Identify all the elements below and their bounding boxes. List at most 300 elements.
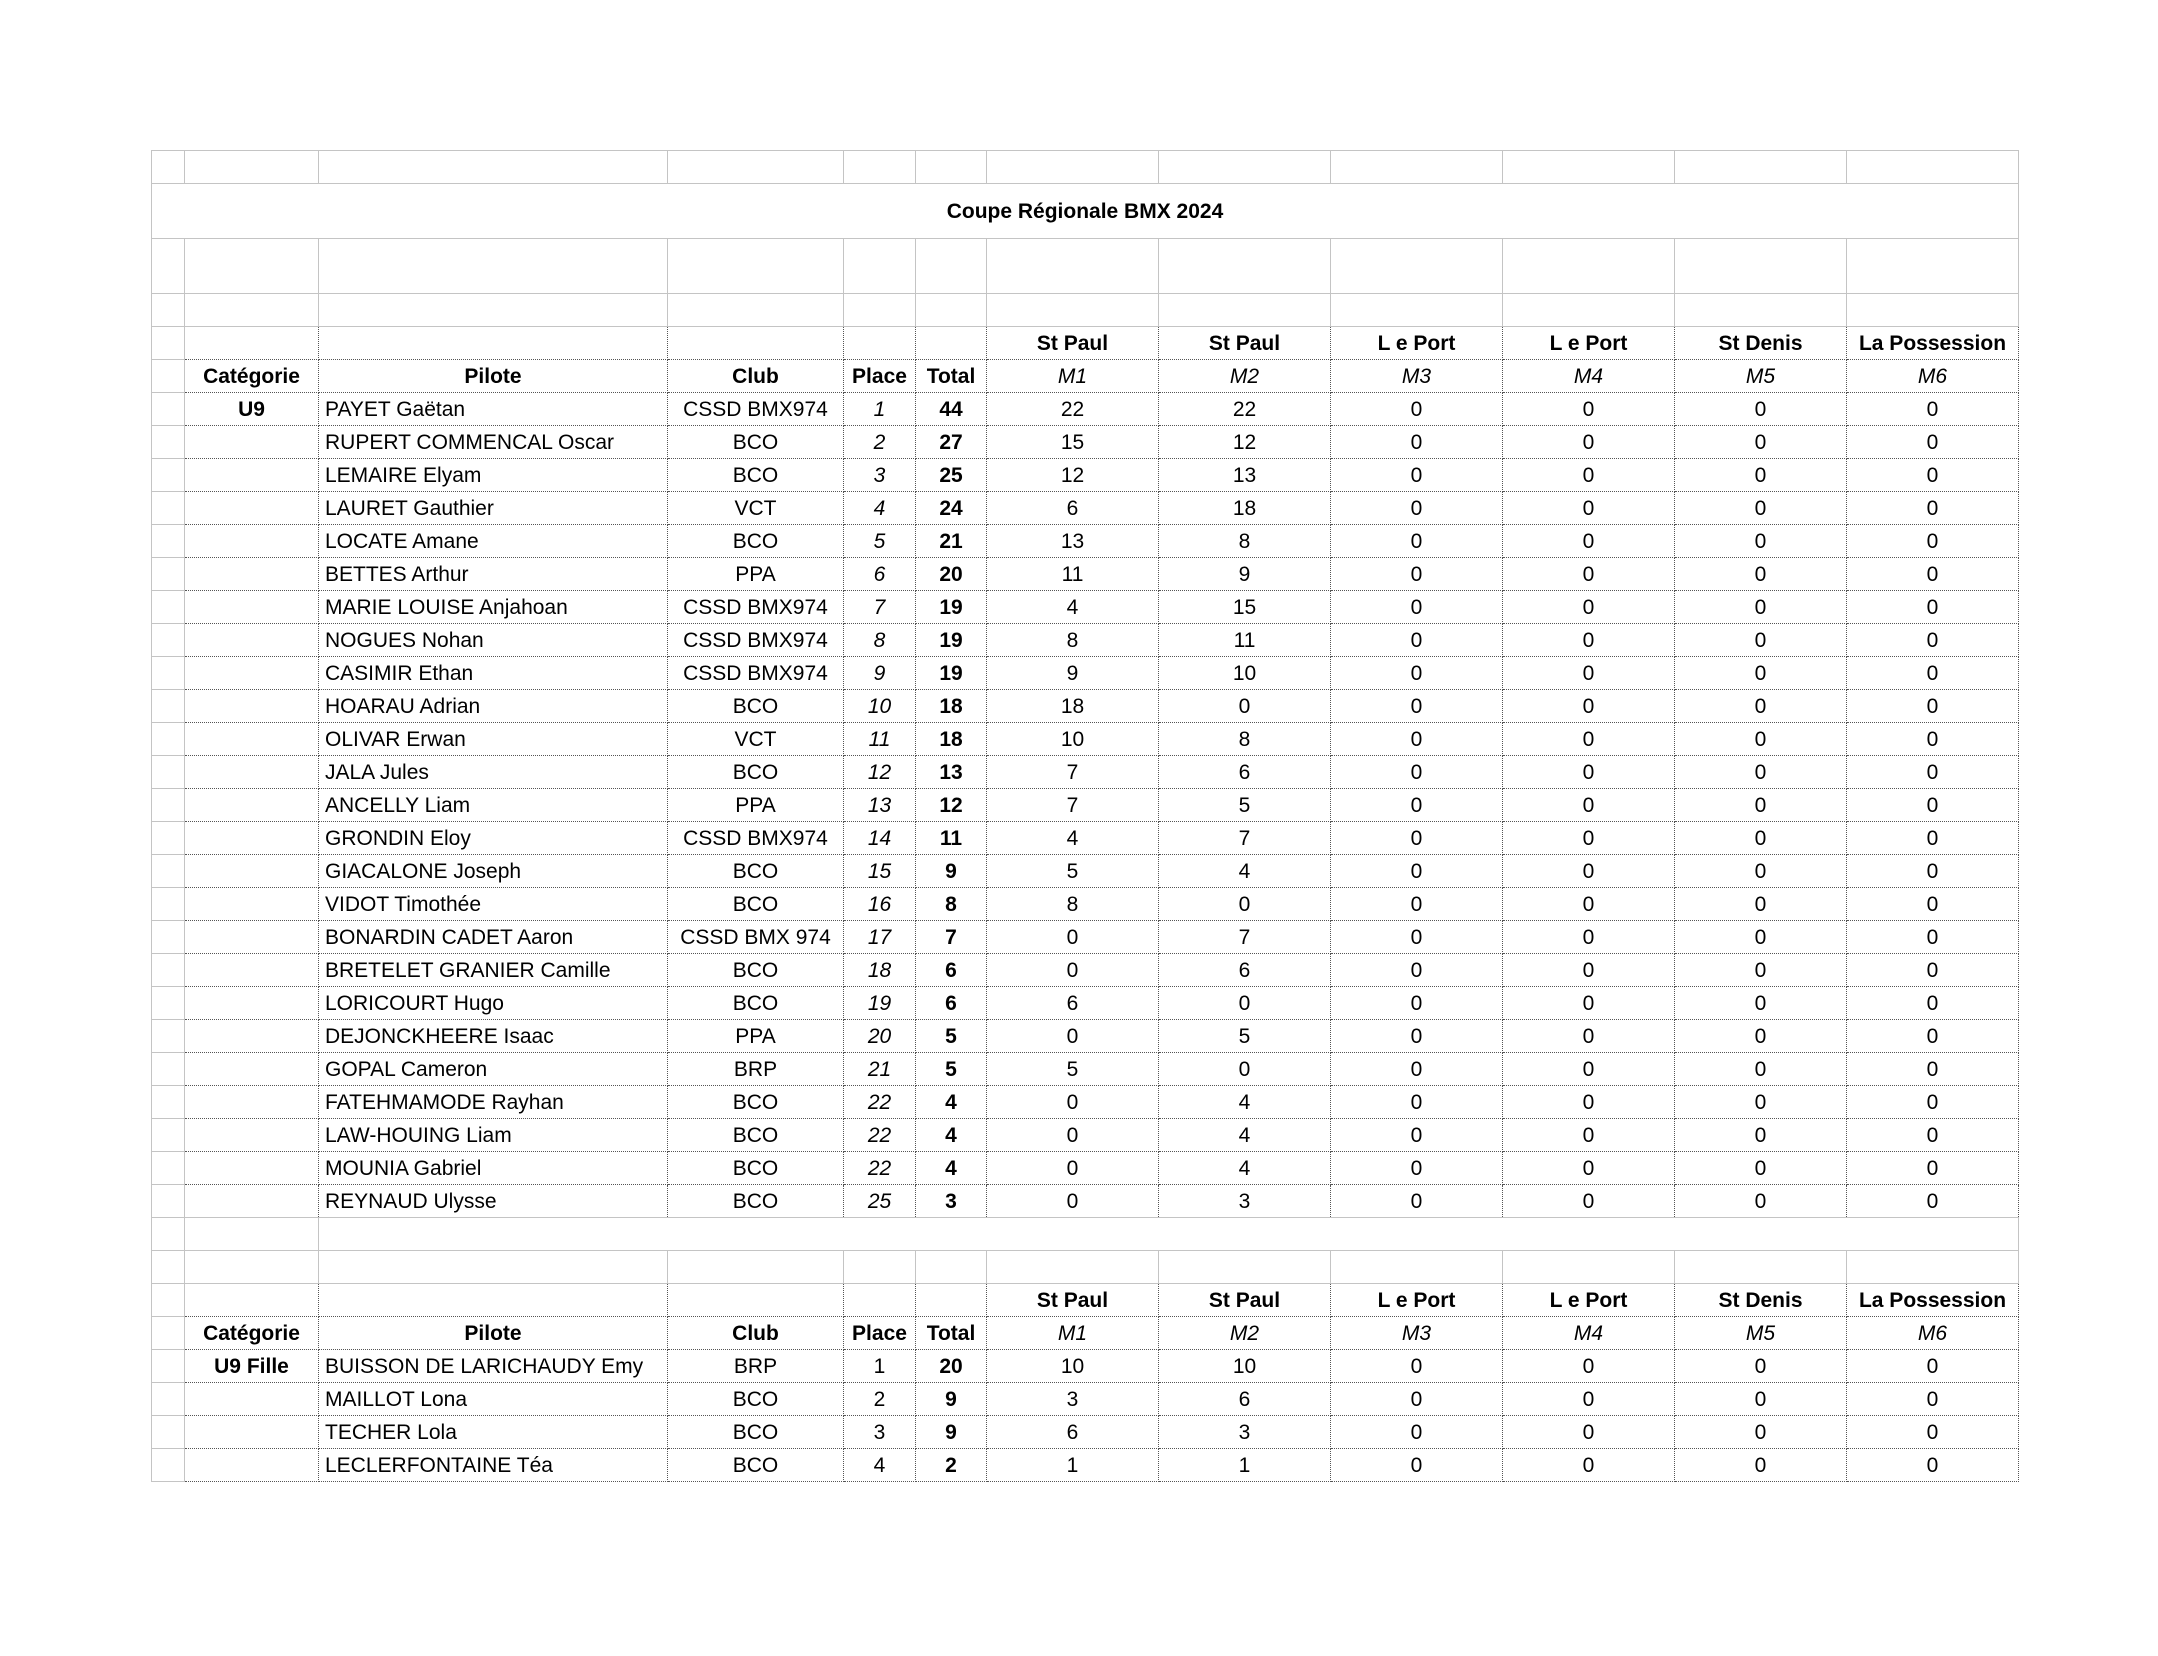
manche-score: 13 xyxy=(1159,459,1331,492)
manche-score: 8 xyxy=(987,624,1159,657)
empty-cell xyxy=(185,1284,319,1317)
empty-cell xyxy=(152,459,185,492)
manche-score: 8 xyxy=(987,888,1159,921)
header-manche: M5 xyxy=(1675,1317,1847,1350)
place-cell: 12 xyxy=(844,756,916,789)
empty-cell xyxy=(319,1284,668,1317)
manche-score: 11 xyxy=(1159,624,1331,657)
empty-cell xyxy=(1159,239,1331,294)
manche-score: 11 xyxy=(987,558,1159,591)
manche-score: 0 xyxy=(1331,987,1503,1020)
manche-score: 0 xyxy=(1503,1152,1675,1185)
venue-header: L e Port xyxy=(1331,1284,1503,1317)
club-cell: BCO xyxy=(668,459,844,492)
manche-score: 0 xyxy=(1847,1119,2019,1152)
blank-row xyxy=(152,294,2019,327)
manche-score: 0 xyxy=(1331,1350,1503,1383)
table-row xyxy=(152,1449,2019,1482)
club-cell: BCO xyxy=(668,1383,844,1416)
manche-score: 6 xyxy=(987,987,1159,1020)
empty-cell xyxy=(152,1383,185,1416)
club-cell: BCO xyxy=(668,1119,844,1152)
manche-score: 0 xyxy=(1503,822,1675,855)
manche-score: 0 xyxy=(1675,888,1847,921)
manche-score: 1 xyxy=(1159,1449,1331,1482)
manche-score: 0 xyxy=(1503,1185,1675,1218)
manche-score: 0 xyxy=(1847,855,2019,888)
manche-score: 0 xyxy=(987,921,1159,954)
manche-score: 0 xyxy=(1331,1152,1503,1185)
manche-score: 0 xyxy=(1675,822,1847,855)
pilot-name: TECHER Lola xyxy=(319,1416,668,1449)
manche-score: 0 xyxy=(1675,1383,1847,1416)
empty-cell xyxy=(152,987,185,1020)
manche-score: 0 xyxy=(1847,492,2019,525)
category-cell xyxy=(185,855,319,888)
manche-score: 0 xyxy=(1331,855,1503,888)
club-cell: CSSD BMX974 xyxy=(668,657,844,690)
table-row xyxy=(152,1416,2019,1449)
manche-score: 4 xyxy=(987,822,1159,855)
empty-cell xyxy=(152,393,185,426)
manche-score: 0 xyxy=(1331,723,1503,756)
club-cell: PPA xyxy=(668,1020,844,1053)
header-manche: M1 xyxy=(987,1317,1159,1350)
empty-cell xyxy=(1847,294,2019,327)
manche-score: 0 xyxy=(987,1152,1159,1185)
table-row xyxy=(152,954,2019,987)
place-cell: 11 xyxy=(844,723,916,756)
total-cell: 9 xyxy=(916,855,987,888)
table-row xyxy=(152,591,2019,624)
manche-score: 0 xyxy=(1331,1185,1503,1218)
manche-score: 0 xyxy=(1503,657,1675,690)
venue-header: La Possession xyxy=(1847,327,2019,360)
manche-score: 3 xyxy=(1159,1416,1331,1449)
total-cell: 18 xyxy=(916,723,987,756)
table-row xyxy=(152,492,2019,525)
category-cell xyxy=(185,492,319,525)
table-row xyxy=(152,822,2019,855)
header-pilote: Pilote xyxy=(319,360,668,393)
empty-cell xyxy=(1503,1251,1675,1284)
total-cell: 19 xyxy=(916,657,987,690)
header-manche: M3 xyxy=(1331,1317,1503,1350)
manche-score: 0 xyxy=(1847,1350,2019,1383)
category-cell xyxy=(185,954,319,987)
empty-cell xyxy=(152,855,185,888)
category-cell xyxy=(185,987,319,1020)
manche-score: 0 xyxy=(1331,1449,1503,1482)
club-cell: BCO xyxy=(668,1152,844,1185)
table-row xyxy=(152,921,2019,954)
manche-score: 4 xyxy=(1159,1086,1331,1119)
empty-cell xyxy=(916,1251,987,1284)
manche-score: 5 xyxy=(987,1053,1159,1086)
header-manche: M1 xyxy=(987,360,1159,393)
manche-score: 0 xyxy=(1847,624,2019,657)
empty-cell xyxy=(987,1251,1159,1284)
manche-score: 0 xyxy=(1847,1020,2019,1053)
manche-score: 0 xyxy=(1675,459,1847,492)
title-row xyxy=(152,184,2019,239)
club-cell: VCT xyxy=(668,492,844,525)
pilot-name: MAILLOT Lona xyxy=(319,1383,668,1416)
club-cell: BCO xyxy=(668,1416,844,1449)
header-place: Place xyxy=(844,1317,916,1350)
manche-score: 0 xyxy=(1503,921,1675,954)
pilot-name: CASIMIR Ethan xyxy=(319,657,668,690)
table-row xyxy=(152,1053,2019,1086)
total-cell: 19 xyxy=(916,591,987,624)
manche-score: 0 xyxy=(1503,591,1675,624)
manche-score: 0 xyxy=(1847,558,2019,591)
total-cell: 3 xyxy=(916,1185,987,1218)
empty-cell xyxy=(152,1251,185,1284)
category-cell xyxy=(185,1449,319,1482)
pilot-name: BONARDIN CADET Aaron xyxy=(319,921,668,954)
pilot-name: GOPAL Cameron xyxy=(319,1053,668,1086)
club-cell: BCO xyxy=(668,525,844,558)
manche-score: 0 xyxy=(1675,1086,1847,1119)
manche-score: 0 xyxy=(1847,921,2019,954)
manche-score: 0 xyxy=(1847,525,2019,558)
manche-score: 0 xyxy=(1675,1350,1847,1383)
manche-score: 18 xyxy=(987,690,1159,723)
manche-score: 0 xyxy=(1503,426,1675,459)
venue-header: La Possession xyxy=(1847,1284,2019,1317)
manche-score: 0 xyxy=(1503,1119,1675,1152)
club-cell: CSSD BMX974 xyxy=(668,393,844,426)
manche-score: 0 xyxy=(1503,459,1675,492)
pilot-name: LORICOURT Hugo xyxy=(319,987,668,1020)
manche-score: 0 xyxy=(1847,987,2019,1020)
empty-cell xyxy=(1159,294,1331,327)
manche-score: 0 xyxy=(1675,756,1847,789)
manche-score: 0 xyxy=(1847,1383,2019,1416)
category-cell: U9 Fille xyxy=(185,1350,319,1383)
club-cell: BCO xyxy=(668,426,844,459)
pilot-name: PAYET Gaëtan xyxy=(319,393,668,426)
manche-score: 6 xyxy=(987,492,1159,525)
manche-score: 0 xyxy=(1675,987,1847,1020)
table-row xyxy=(152,393,2019,426)
manche-score: 0 xyxy=(1331,1053,1503,1086)
manche-score: 9 xyxy=(987,657,1159,690)
empty-cell xyxy=(152,690,185,723)
total-cell: 9 xyxy=(916,1416,987,1449)
empty-cell xyxy=(152,239,185,294)
club-cell: CSSD BMX 974 xyxy=(668,921,844,954)
manche-score: 0 xyxy=(1675,855,1847,888)
manche-score: 18 xyxy=(1159,492,1331,525)
manche-score: 0 xyxy=(1675,1449,1847,1482)
place-cell: 14 xyxy=(844,822,916,855)
manche-score: 0 xyxy=(1675,393,1847,426)
manche-score: 0 xyxy=(1847,1449,2019,1482)
manche-score: 1 xyxy=(987,1449,1159,1482)
manche-score: 10 xyxy=(987,1350,1159,1383)
manche-score: 0 xyxy=(1847,789,2019,822)
empty-cell xyxy=(844,239,916,294)
category-cell xyxy=(185,822,319,855)
venue-header: St Paul xyxy=(987,1284,1159,1317)
place-cell: 17 xyxy=(844,921,916,954)
manche-score: 0 xyxy=(1847,1152,2019,1185)
category-cell xyxy=(185,525,319,558)
category-cell xyxy=(185,723,319,756)
empty-cell xyxy=(152,624,185,657)
empty-cell xyxy=(185,151,319,184)
manche-score: 0 xyxy=(1503,1086,1675,1119)
category-cell xyxy=(185,789,319,822)
manche-score: 0 xyxy=(1675,723,1847,756)
empty-cell xyxy=(152,822,185,855)
manche-score: 0 xyxy=(1331,756,1503,789)
manche-score: 7 xyxy=(1159,822,1331,855)
manche-score: 0 xyxy=(1503,954,1675,987)
manche-score: 0 xyxy=(1847,756,2019,789)
venue-header: L e Port xyxy=(1503,1284,1675,1317)
empty-cell xyxy=(668,1284,844,1317)
manche-score: 0 xyxy=(1331,1086,1503,1119)
manche-score: 0 xyxy=(1847,723,2019,756)
empty-cell xyxy=(152,1449,185,1482)
club-cell: BCO xyxy=(668,954,844,987)
club-cell: PPA xyxy=(668,789,844,822)
manche-score: 0 xyxy=(1331,1119,1503,1152)
category-cell xyxy=(185,1020,319,1053)
manche-score: 0 xyxy=(1503,393,1675,426)
venue-header: St Paul xyxy=(1159,1284,1331,1317)
manche-score: 0 xyxy=(1331,393,1503,426)
place-cell: 15 xyxy=(844,855,916,888)
header-categorie: Catégorie xyxy=(185,1317,319,1350)
manche-score: 0 xyxy=(1503,492,1675,525)
manche-score: 4 xyxy=(1159,1119,1331,1152)
manche-score: 0 xyxy=(1159,690,1331,723)
manche-score: 0 xyxy=(1675,954,1847,987)
manche-score: 0 xyxy=(1675,591,1847,624)
pilot-name: BUISSON DE LARICHAUDY Emy xyxy=(319,1350,668,1383)
manche-score: 0 xyxy=(1331,657,1503,690)
manche-score: 10 xyxy=(987,723,1159,756)
place-cell: 22 xyxy=(844,1152,916,1185)
header-club: Club xyxy=(668,1317,844,1350)
total-cell: 4 xyxy=(916,1086,987,1119)
place-cell: 20 xyxy=(844,1020,916,1053)
manche-score: 0 xyxy=(1331,690,1503,723)
total-cell: 7 xyxy=(916,921,987,954)
manche-score: 12 xyxy=(987,459,1159,492)
empty-cell xyxy=(152,525,185,558)
club-cell: BCO xyxy=(668,987,844,1020)
empty-cell xyxy=(152,1350,185,1383)
empty-cell xyxy=(185,1251,319,1284)
manche-score: 0 xyxy=(1503,987,1675,1020)
empty-cell xyxy=(1331,151,1503,184)
manche-score: 0 xyxy=(1331,789,1503,822)
pilot-name: HOARAU Adrian xyxy=(319,690,668,723)
manche-score: 0 xyxy=(987,1086,1159,1119)
total-cell: 18 xyxy=(916,690,987,723)
manche-score: 0 xyxy=(1331,1383,1503,1416)
venue-header: St Denis xyxy=(1675,1284,1847,1317)
club-cell: VCT xyxy=(668,723,844,756)
manche-score: 4 xyxy=(987,591,1159,624)
empty-cell xyxy=(1159,151,1331,184)
place-cell: 13 xyxy=(844,789,916,822)
total-cell: 4 xyxy=(916,1152,987,1185)
category-cell xyxy=(185,921,319,954)
table-row xyxy=(152,1020,2019,1053)
manche-score: 0 xyxy=(1847,1053,2019,1086)
total-cell: 44 xyxy=(916,393,987,426)
pilot-name: GIACALONE Joseph xyxy=(319,855,668,888)
header-manche: M3 xyxy=(1331,360,1503,393)
manche-score: 0 xyxy=(1503,1350,1675,1383)
pilot-name: BETTES Arthur xyxy=(319,558,668,591)
club-cell: BCO xyxy=(668,690,844,723)
pilot-name: BRETELET GRANIER Camille xyxy=(319,954,668,987)
total-cell: 13 xyxy=(916,756,987,789)
empty-cell xyxy=(152,558,185,591)
empty-cell xyxy=(152,591,185,624)
manche-score: 10 xyxy=(1159,1350,1331,1383)
club-cell: PPA xyxy=(668,558,844,591)
manche-score: 9 xyxy=(1159,558,1331,591)
empty-cell xyxy=(1675,1251,1847,1284)
empty-cell xyxy=(319,1218,2019,1251)
empty-cell xyxy=(1503,239,1675,294)
table-row xyxy=(152,723,2019,756)
manche-score: 0 xyxy=(1675,1119,1847,1152)
empty-cell xyxy=(152,1086,185,1119)
total-cell: 9 xyxy=(916,1383,987,1416)
total-cell: 12 xyxy=(916,789,987,822)
category-cell xyxy=(185,558,319,591)
empty-cell xyxy=(152,360,185,393)
empty-cell xyxy=(1847,239,2019,294)
manche-score: 0 xyxy=(1503,525,1675,558)
empty-cell xyxy=(987,294,1159,327)
pilot-name: LAURET Gauthier xyxy=(319,492,668,525)
pilot-name: VIDOT Timothée xyxy=(319,888,668,921)
header-place: Place xyxy=(844,360,916,393)
pilot-name: FATEHMAMODE Rayhan xyxy=(319,1086,668,1119)
place-cell: 1 xyxy=(844,393,916,426)
table-row xyxy=(152,525,2019,558)
manche-score: 0 xyxy=(1331,1416,1503,1449)
manche-score: 0 xyxy=(1847,459,2019,492)
category-cell xyxy=(185,888,319,921)
blank-row xyxy=(152,239,2019,294)
empty-cell xyxy=(152,921,185,954)
manche-score: 0 xyxy=(1503,789,1675,822)
place-cell: 1 xyxy=(844,1350,916,1383)
table-row xyxy=(152,1152,2019,1185)
manche-score: 0 xyxy=(1675,558,1847,591)
manche-score: 0 xyxy=(1331,954,1503,987)
empty-cell xyxy=(668,327,844,360)
manche-score: 0 xyxy=(1331,888,1503,921)
club-cell: BCO xyxy=(668,1449,844,1482)
manche-score: 0 xyxy=(1675,1185,1847,1218)
manche-score: 4 xyxy=(1159,1152,1331,1185)
manche-score: 12 xyxy=(1159,426,1331,459)
manche-score: 15 xyxy=(1159,591,1331,624)
header-club: Club xyxy=(668,360,844,393)
manche-score: 0 xyxy=(1503,888,1675,921)
empty-cell xyxy=(844,294,916,327)
empty-cell xyxy=(668,294,844,327)
empty-cell xyxy=(1503,151,1675,184)
venue-header: St Denis xyxy=(1675,327,1847,360)
blank-row xyxy=(152,151,2019,184)
venue-header-row xyxy=(152,1284,2019,1317)
table-row xyxy=(152,426,2019,459)
total-cell: 2 xyxy=(916,1449,987,1482)
manche-score: 0 xyxy=(1847,822,2019,855)
empty-cell xyxy=(319,1251,668,1284)
place-cell: 8 xyxy=(844,624,916,657)
place-cell: 19 xyxy=(844,987,916,1020)
empty-cell xyxy=(319,239,668,294)
total-cell: 4 xyxy=(916,1119,987,1152)
table-row xyxy=(152,558,2019,591)
manche-score: 5 xyxy=(1159,1020,1331,1053)
results-table xyxy=(151,150,2019,1482)
place-cell: 10 xyxy=(844,690,916,723)
manche-score: 0 xyxy=(1503,723,1675,756)
header-manche: M2 xyxy=(1159,1317,1331,1350)
manche-score: 0 xyxy=(1331,459,1503,492)
manche-score: 6 xyxy=(987,1416,1159,1449)
manche-score: 0 xyxy=(987,1185,1159,1218)
empty-cell xyxy=(1675,239,1847,294)
club-cell: BCO xyxy=(668,888,844,921)
table-row xyxy=(152,888,2019,921)
manche-score: 0 xyxy=(1331,492,1503,525)
category-cell xyxy=(185,459,319,492)
column-header-row xyxy=(152,1317,2019,1350)
manche-score: 0 xyxy=(1503,690,1675,723)
category-cell xyxy=(185,1119,319,1152)
category-cell xyxy=(185,426,319,459)
empty-cell xyxy=(1503,294,1675,327)
table-row xyxy=(152,789,2019,822)
category-cell xyxy=(185,756,319,789)
empty-cell xyxy=(916,294,987,327)
place-cell: 18 xyxy=(844,954,916,987)
manche-score: 0 xyxy=(1675,1053,1847,1086)
table-row xyxy=(152,624,2019,657)
empty-cell xyxy=(152,294,185,327)
manche-score: 15 xyxy=(987,426,1159,459)
pilot-name: MARIE LOUISE Anjahoan xyxy=(319,591,668,624)
venue-header: St Paul xyxy=(987,327,1159,360)
manche-score: 0 xyxy=(987,1119,1159,1152)
empty-cell xyxy=(916,239,987,294)
total-cell: 25 xyxy=(916,459,987,492)
manche-score: 0 xyxy=(1503,756,1675,789)
manche-score: 8 xyxy=(1159,723,1331,756)
manche-score: 0 xyxy=(1331,921,1503,954)
empty-cell xyxy=(185,327,319,360)
manche-score: 7 xyxy=(1159,921,1331,954)
category-cell xyxy=(185,1053,319,1086)
empty-cell xyxy=(185,1218,319,1251)
